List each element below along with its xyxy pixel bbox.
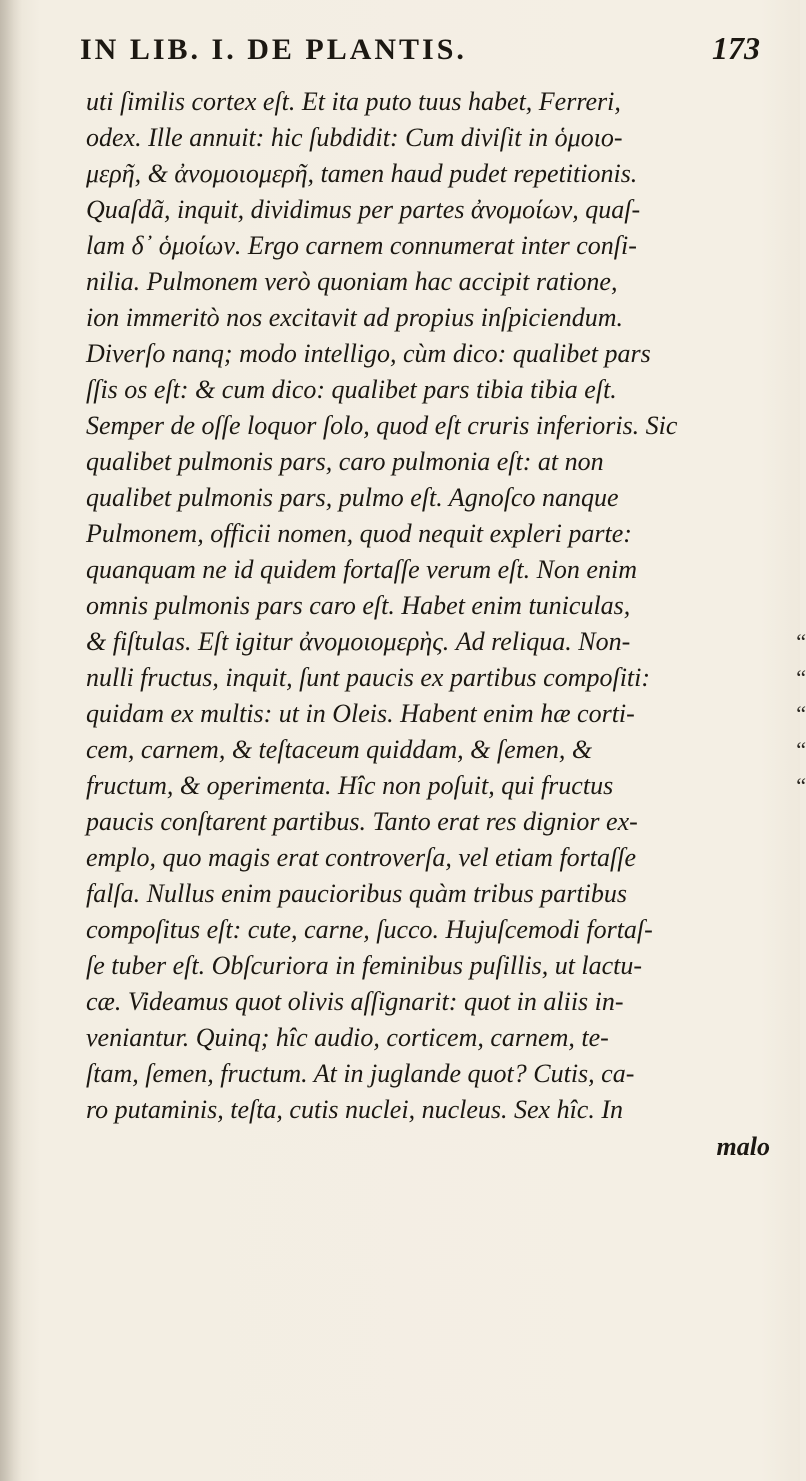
catchword: malo [716, 1132, 770, 1161]
text-line-content: fructum, & operimenta. Hîc non poſuit, qui fructus [86, 771, 614, 800]
text-line-content: quidam ex multis: ut in Oleis. Habent enim hæ corti- [86, 699, 635, 728]
text-line [86, 192, 776, 228]
text-line-content: Semper de oſſe loquor ſolo, quod eſt cruris inferioris. Sic [86, 411, 678, 440]
text-line-content: μερῆ, & ἀνομοιομερῆ, tamen haud pudet repetitionis. [86, 159, 638, 188]
text-line [86, 264, 776, 300]
text-line [86, 156, 776, 192]
margin-quote-mark: “ [796, 665, 806, 690]
margin-quote-mark: “ [796, 737, 806, 762]
text-line-content: & fiſtulas. Eſt igitur ἀνομοιομερὴς. Ad reliqua. Non- [86, 627, 631, 656]
text-line [86, 1056, 776, 1092]
text-line [86, 372, 776, 408]
text-line-content: falſa. Nullus enim paucioribus quàm tribus partibus [86, 879, 627, 908]
text-line-content: lam δ᾽ ὁμοίων. Ergo carnem connumerat inter conſi- [86, 231, 637, 260]
text-line [86, 228, 776, 264]
text-line [86, 984, 776, 1020]
text-line [86, 408, 776, 444]
text-line-content: emplo, quo magis erat controverſa, vel etiam fortaſſe [86, 843, 636, 872]
margin-quote-mark: “ [796, 773, 806, 798]
text-line-content: ſtam, ſemen, fructum. At in juglande quot? Cutis, ca- [86, 1059, 635, 1088]
text-line [86, 84, 776, 120]
text-line-content: Diverſo nanq; modo intelligo, cùm dico: qualibet pars [86, 339, 651, 368]
text-line-content: cem, carnem, & teſtaceum quiddam, & ſemen, & [86, 735, 593, 764]
text-line-content: qualibet pulmonis pars, pulmo eſt. Agnoſco nanque [86, 483, 619, 512]
margin-quote-mark: “ [796, 701, 806, 726]
text-line [86, 732, 806, 768]
gutter-shadow [0, 0, 22, 1481]
text-line [86, 624, 806, 660]
text-line [86, 840, 776, 876]
text-line [86, 588, 776, 624]
text-line-content: omnis pulmonis pars caro eſt. Habet enim tuniculas, [86, 591, 631, 620]
text-line [86, 300, 776, 336]
text-line [86, 912, 776, 948]
margin-quote-mark: “ [796, 629, 806, 654]
running-head [80, 30, 760, 70]
page-number: 173 [712, 30, 760, 66]
text-line-content: ro putaminis, teſta, cutis nuclei, nucleus. Sex hîc. In [86, 1095, 623, 1124]
text-line-content: qualibet pulmonis pars, caro pulmonia eſt: at non [86, 447, 604, 476]
text-line [86, 876, 776, 912]
text-line-content: ſſis os eſt: & cum dico: qualibet pars tibia tibia eſt. [86, 375, 617, 404]
body-text [86, 84, 806, 1128]
text-line [86, 804, 776, 840]
text-line [86, 948, 776, 984]
text-line [86, 120, 776, 156]
text-line [86, 660, 806, 696]
text-line-content: nulli fructus, inquit, ſunt paucis ex partibus compoſiti: [86, 663, 651, 692]
text-line-content: ion immeritò nos excitavit ad propius inſpiciendum. [86, 303, 624, 332]
running-head-title: IN LIB. I. DE PLANTIS. [80, 33, 467, 66]
text-line-content: Quaſdã, inquit, dividimus per partes ἀνομοίων, quaſ- [86, 195, 641, 224]
text-line [86, 768, 806, 804]
text-line-content: paucis conſtarent partibus. Tanto erat res dignior ex- [86, 807, 638, 836]
text-line-content: compoſitus eſt: cute, carne, ſucco. Hujuſcemodi fortaſ- [86, 915, 653, 944]
text-line-content: veniantur. Quinq; hîc audio, corticem, carnem, te- [86, 1023, 609, 1052]
text-line [86, 444, 776, 480]
text-line-content: cæ. Videamus quot olivis aſſignarit: quot in aliis in- [86, 987, 624, 1016]
text-line [86, 480, 776, 516]
text-line-content: quanquam ne id quidem fortaſſe verum eſt. Non enim [86, 555, 637, 584]
text-line [86, 1092, 776, 1128]
text-line-content: ſe tuber eſt. Obſcuriora in feminibus puſillis, ut lactu- [86, 951, 643, 980]
text-line [86, 552, 776, 588]
text-line [86, 516, 776, 552]
text-line [86, 1020, 776, 1056]
text-line [86, 336, 776, 372]
text-line [86, 696, 806, 732]
text-line-content: odex. Ille annuit: hic ſubdidit: Cum diviſit in ὁμοιο- [86, 123, 623, 152]
text-line-content: uti ſimilis cortex eſt. Et ita puto tuus habet, Ferreri, [86, 87, 621, 116]
text-line-content: Pulmonem, officii nomen, quod nequit expleri parte: [86, 519, 632, 548]
text-line-content: nilia. Pulmonem verò quoniam hac accipit ratione, [86, 267, 618, 296]
